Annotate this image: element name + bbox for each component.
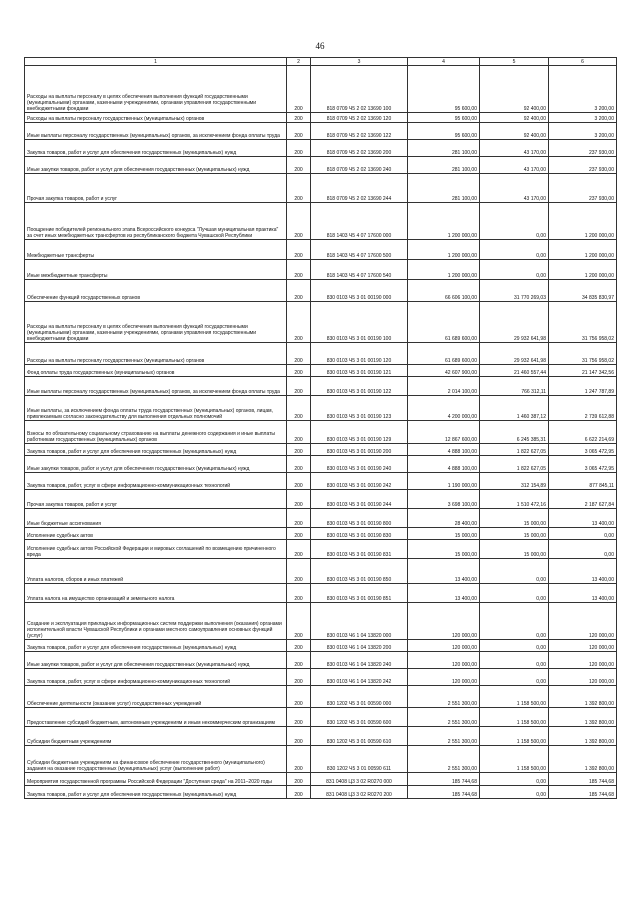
classification-code-cell: 830 0103 Ч5 3 01 00190 244 bbox=[311, 490, 408, 509]
item-name-cell bbox=[25, 727, 287, 746]
table-row bbox=[25, 66, 617, 113]
item-name-cell bbox=[25, 343, 287, 365]
item-name: Взносы по обязательному социальному страхованию на выплаты денежного содержания и иные выплаты работникам государственных (муниципальных) органов bbox=[27, 431, 276, 443]
item-name: Прочая закупка товаров, работ и услуг bbox=[27, 502, 118, 508]
item-name-cell bbox=[25, 140, 287, 157]
approved-amount-cell: 4 888 100,00 bbox=[408, 456, 480, 473]
table-row bbox=[25, 343, 617, 365]
classification-code-cell: 818 1403 Ч5 4 07 17600 000 bbox=[311, 203, 408, 240]
item-name: Прочая закупка товаров, работ и услуг bbox=[27, 196, 118, 202]
item-name: Исполнение судебных актов Российской Федерации и мировых соглашений по возмещению причиненного вреда bbox=[27, 546, 276, 558]
line-code-cell: 200 bbox=[287, 559, 311, 584]
executed-amount-cell: 0,00 bbox=[480, 240, 549, 260]
item-name: Иные закупки товаров, работ и услуг для обеспечения государственных (муниципальных) нужд bbox=[27, 662, 250, 668]
line-code-cell: 200 bbox=[287, 343, 311, 365]
item-name-cell bbox=[25, 652, 287, 669]
executed-amount-cell: 1 822 627,05 bbox=[480, 444, 549, 456]
item-name: Мероприятия государственной программы Российской Федерации "Доступная среда" на 2011–2020 годы bbox=[27, 779, 272, 785]
remainder-amount-cell: 6 622 214,69 bbox=[549, 421, 617, 444]
table-row bbox=[25, 140, 617, 157]
remainder-amount-cell: 237 930,00 bbox=[549, 174, 617, 203]
classification-code-cell: 830 0103 Ч6 1 04 13820 240 bbox=[311, 652, 408, 669]
item-name: Иные межбюджетные трансферты bbox=[27, 273, 108, 279]
table-row bbox=[25, 686, 617, 708]
item-name-cell bbox=[25, 174, 287, 203]
line-code-cell: 200 bbox=[287, 584, 311, 603]
remainder-amount-cell: 3 200,00 bbox=[549, 66, 617, 113]
executed-amount-cell: 0,00 bbox=[480, 773, 549, 786]
approved-amount-cell: 66 606 100,00 bbox=[408, 280, 480, 302]
executed-amount-cell: 6 245 385,31 bbox=[480, 421, 549, 444]
item-name: Расходы на выплаты персоналу государственных (муниципальных) органов bbox=[27, 358, 205, 364]
line-code-cell: 200 bbox=[287, 302, 311, 343]
column-header: 6 bbox=[549, 58, 617, 66]
executed-amount-cell: 1 822 627,05 bbox=[480, 456, 549, 473]
item-name: Обеспечение деятельности (оказание услуг) государственных учреждений bbox=[27, 701, 202, 707]
classification-code-cell: 830 0103 Ч5 3 01 00190 123 bbox=[311, 396, 408, 421]
executed-amount-cell: 43 170,00 bbox=[480, 157, 549, 174]
item-name: Иные бюджетные ассигнования bbox=[27, 521, 101, 527]
line-code-cell: 200 bbox=[287, 490, 311, 509]
remainder-amount-cell: 1 392 800,00 bbox=[549, 746, 617, 773]
executed-amount-cell: 92 400,00 bbox=[480, 123, 549, 140]
remainder-amount-cell: 13 400,00 bbox=[549, 559, 617, 584]
classification-code-cell: 818 1403 Ч5 4 07 17600 500 bbox=[311, 240, 408, 260]
classification-code-cell: 818 0709 Ч5 2 02 13690 100 bbox=[311, 66, 408, 113]
item-name-cell bbox=[25, 746, 287, 773]
column-number-row bbox=[25, 58, 617, 66]
item-name-cell bbox=[25, 490, 287, 509]
item-name: Закупка товаров, работ, услуг в сфере информационно-коммуникационных технологий bbox=[27, 483, 231, 489]
item-name-cell bbox=[25, 157, 287, 174]
classification-code-cell: 830 0103 Ч5 3 01 00190 851 bbox=[311, 584, 408, 603]
approved-amount-cell: 2 551 300,00 bbox=[408, 727, 480, 746]
item-name-cell bbox=[25, 686, 287, 708]
remainder-amount-cell: 31 756 958,02 bbox=[549, 302, 617, 343]
classification-code-cell: 830 1202 Ч5 3 01 00590 610 bbox=[311, 727, 408, 746]
executed-amount-cell: 1 460 387,12 bbox=[480, 396, 549, 421]
executed-amount-cell: 312 154,89 bbox=[480, 473, 549, 490]
approved-amount-cell: 61 689 600,00 bbox=[408, 343, 480, 365]
line-code-cell: 200 bbox=[287, 473, 311, 490]
approved-amount-cell: 13 400,00 bbox=[408, 559, 480, 584]
item-name: Иные закупки товаров, работ и услуг для обеспечения государственных (муниципальных) нужд bbox=[27, 167, 250, 173]
line-code-cell: 200 bbox=[287, 669, 311, 686]
classification-code-cell: 830 0103 Ч5 3 01 00190 831 bbox=[311, 540, 408, 559]
approved-amount-cell: 4 888 100,00 bbox=[408, 444, 480, 456]
remainder-amount-cell: 237 930,00 bbox=[549, 157, 617, 174]
approved-amount-cell: 120 000,00 bbox=[408, 640, 480, 652]
item-name-cell bbox=[25, 509, 287, 528]
item-name-cell bbox=[25, 66, 287, 113]
remainder-amount-cell: 21 147 342,56 bbox=[549, 365, 617, 377]
item-name: Субсидии бюджетным учреждениям на финансовое обеспечение государственного (муниципального) задания на оказание государственных (муниципальных) услуг (выполнение работ) bbox=[27, 760, 265, 772]
classification-code-cell: 830 0103 Ч5 3 01 00190 122 bbox=[311, 377, 408, 396]
line-code-cell: 200 bbox=[287, 727, 311, 746]
item-name: Расходы на выплаты персоналу государственных (муниципальных) органов bbox=[27, 116, 205, 122]
item-name-cell bbox=[25, 203, 287, 240]
item-name: Иные выплаты, за исключением фонда оплаты труда государственных (муниципальных) органов, лицам, привлекаемым согласно законодательству для выполнения отдельных полномочий bbox=[27, 408, 273, 420]
table-row bbox=[25, 377, 617, 396]
item-name-cell bbox=[25, 302, 287, 343]
approved-amount-cell: 1 190 000,00 bbox=[408, 473, 480, 490]
item-name-cell bbox=[25, 540, 287, 559]
executed-amount-cell: 766 312,11 bbox=[480, 377, 549, 396]
approved-amount-cell: 15 000,00 bbox=[408, 528, 480, 540]
line-code-cell: 200 bbox=[287, 280, 311, 302]
approved-amount-cell: 281 100,00 bbox=[408, 174, 480, 203]
table-row bbox=[25, 603, 617, 640]
table-row bbox=[25, 490, 617, 509]
item-name-cell bbox=[25, 786, 287, 799]
item-name-cell bbox=[25, 584, 287, 603]
table-row bbox=[25, 302, 617, 343]
line-code-cell: 200 bbox=[287, 509, 311, 528]
item-name-cell bbox=[25, 113, 287, 123]
approved-amount-cell: 15 000,00 bbox=[408, 540, 480, 559]
item-name: Уплата налогов, сборов и иных платежей bbox=[27, 577, 124, 583]
remainder-amount-cell: 1 392 800,00 bbox=[549, 727, 617, 746]
item-name: Создание и эксплуатация прикладных информационных систем поддержки выполнения (оказания) органами исполнительной власти Чувашской Республики и органами местного самоуправления основных функций (услуг) bbox=[27, 621, 282, 639]
item-name: Расходы на выплаты персоналу в целях обеспечения выполнения функций государственными (муниципальными) органами, казенными учреждениями, органами управления государственными внебюджетными фондами bbox=[27, 94, 257, 112]
approved-amount-cell: 12 867 600,00 bbox=[408, 421, 480, 444]
line-code-cell: 200 bbox=[287, 260, 311, 280]
classification-code-cell: 830 0103 Ч5 3 01 00190 121 bbox=[311, 365, 408, 377]
budget-execution-table bbox=[24, 57, 617, 799]
table-row bbox=[25, 396, 617, 421]
line-code-cell: 200 bbox=[287, 746, 311, 773]
classification-code-cell: 831 0408 Ц3 3 02 R0270 200 bbox=[311, 786, 408, 799]
classification-code-cell: 818 0709 Ч5 2 02 13690 120 bbox=[311, 113, 408, 123]
item-name-cell bbox=[25, 240, 287, 260]
line-code-cell: 200 bbox=[287, 686, 311, 708]
table-row bbox=[25, 786, 617, 799]
item-name: Субсидии бюджетным учреждениям bbox=[27, 739, 112, 745]
line-code-cell: 200 bbox=[287, 140, 311, 157]
line-code-cell: 200 bbox=[287, 113, 311, 123]
classification-code-cell: 818 1403 Ч5 4 07 17600 540 bbox=[311, 260, 408, 280]
item-name: Закупка товаров, работ и услуг для обеспечения государственных (муниципальных) нужд bbox=[27, 792, 237, 798]
item-name: Иные выплаты персоналу государственных (муниципальных) органов, за исключением фонда оплаты труда bbox=[27, 133, 280, 139]
executed-amount-cell: 1 158 500,00 bbox=[480, 686, 549, 708]
item-name: Иные закупки товаров, работ и услуг для обеспечения государственных (муниципальных) нужд bbox=[27, 466, 250, 472]
classification-code-cell: 818 0709 Ч5 2 02 13690 122 bbox=[311, 123, 408, 140]
approved-amount-cell: 185 744,68 bbox=[408, 786, 480, 799]
item-name-cell bbox=[25, 365, 287, 377]
remainder-amount-cell: 120 000,00 bbox=[549, 652, 617, 669]
item-name: Закупка товаров, работ и услуг для обеспечения государственных (муниципальных) нужд bbox=[27, 449, 237, 455]
table-row bbox=[25, 240, 617, 260]
line-code-cell: 200 bbox=[287, 773, 311, 786]
line-code-cell: 200 bbox=[287, 240, 311, 260]
line-code-cell: 200 bbox=[287, 157, 311, 174]
remainder-amount-cell: 120 000,00 bbox=[549, 669, 617, 686]
table-row bbox=[25, 640, 617, 652]
table-row bbox=[25, 727, 617, 746]
remainder-amount-cell: 185 744,68 bbox=[549, 773, 617, 786]
approved-amount-cell: 281 100,00 bbox=[408, 140, 480, 157]
executed-amount-cell: 1 158 500,00 bbox=[480, 746, 549, 773]
item-name: Поощрение победителей регионального этапа Всероссийского конкурса "Лучшая муниципальная практика" за счет иных межбюджетных трансфертов из республиканского бюджета Чувашской Республики bbox=[27, 227, 279, 239]
classification-code-cell: 831 0408 Ц3 3 02 R0270 000 bbox=[311, 773, 408, 786]
column-header: 1 bbox=[25, 58, 287, 66]
approved-amount-cell: 1 200 000,00 bbox=[408, 260, 480, 280]
executed-amount-cell: 0,00 bbox=[480, 559, 549, 584]
approved-amount-cell: 3 698 100,00 bbox=[408, 490, 480, 509]
remainder-amount-cell: 3 200,00 bbox=[549, 113, 617, 123]
classification-code-cell: 830 0103 Ч6 1 04 13820 242 bbox=[311, 669, 408, 686]
remainder-amount-cell: 31 756 958,02 bbox=[549, 343, 617, 365]
executed-amount-cell: 0,00 bbox=[480, 786, 549, 799]
item-name-cell bbox=[25, 421, 287, 444]
approved-amount-cell: 120 000,00 bbox=[408, 652, 480, 669]
remainder-amount-cell: 1 247 787,89 bbox=[549, 377, 617, 396]
remainder-amount-cell: 237 930,00 bbox=[549, 140, 617, 157]
line-code-cell: 200 bbox=[287, 66, 311, 113]
remainder-amount-cell: 185 744,68 bbox=[549, 786, 617, 799]
remainder-amount-cell: 34 835 830,97 bbox=[549, 280, 617, 302]
line-code-cell: 200 bbox=[287, 708, 311, 727]
column-header: 3 bbox=[311, 58, 408, 66]
item-name-cell bbox=[25, 377, 287, 396]
approved-amount-cell: 2 551 300,00 bbox=[408, 686, 480, 708]
item-name: Закупка товаров, работ и услуг для обеспечения государственных (муниципальных) нужд bbox=[27, 645, 237, 651]
executed-amount-cell: 21 460 557,44 bbox=[480, 365, 549, 377]
line-code-cell: 200 bbox=[287, 396, 311, 421]
approved-amount-cell: 28 400,00 bbox=[408, 509, 480, 528]
item-name: Расходы на выплаты персоналу в целях обеспечения выполнения функций государственными (муниципальными) органами, казенными учреждениями, органами управления государственными внебюджетными фондами bbox=[27, 324, 257, 342]
column-header: 4 bbox=[408, 58, 480, 66]
item-name: Межбюджетные трансферты bbox=[27, 253, 95, 259]
classification-code-cell: 830 0103 Ч6 1 04 13820 000 bbox=[311, 603, 408, 640]
remainder-amount-cell: 2 739 612,88 bbox=[549, 396, 617, 421]
item-name-cell bbox=[25, 669, 287, 686]
table-row bbox=[25, 260, 617, 280]
executed-amount-cell: 92 400,00 bbox=[480, 113, 549, 123]
classification-code-cell: 830 1202 Ч5 3 01 00590 611 bbox=[311, 746, 408, 773]
item-name: Уплата налога на имущество организаций и земельного налога bbox=[27, 596, 175, 602]
item-name-cell bbox=[25, 473, 287, 490]
executed-amount-cell: 0,00 bbox=[480, 603, 549, 640]
remainder-amount-cell: 0,00 bbox=[549, 540, 617, 559]
executed-amount-cell: 0,00 bbox=[480, 640, 549, 652]
item-name-cell bbox=[25, 773, 287, 786]
remainder-amount-cell: 120 000,00 bbox=[549, 640, 617, 652]
column-header: 5 bbox=[480, 58, 549, 66]
classification-code-cell: 818 0709 Ч5 2 02 13690 240 bbox=[311, 157, 408, 174]
remainder-amount-cell: 1 200 000,00 bbox=[549, 260, 617, 280]
approved-amount-cell: 13 400,00 bbox=[408, 584, 480, 603]
item-name-cell bbox=[25, 640, 287, 652]
remainder-amount-cell: 2 187 627,84 bbox=[549, 490, 617, 509]
item-name-cell bbox=[25, 708, 287, 727]
classification-code-cell: 830 1202 Ч5 3 01 00590 000 bbox=[311, 686, 408, 708]
classification-code-cell: 830 0103 Ч6 1 04 13820 200 bbox=[311, 640, 408, 652]
executed-amount-cell: 31 770 269,03 bbox=[480, 280, 549, 302]
table-row bbox=[25, 203, 617, 240]
remainder-amount-cell: 877 845,11 bbox=[549, 473, 617, 490]
executed-amount-cell: 15 000,00 bbox=[480, 528, 549, 540]
page-number: 46 bbox=[315, 41, 325, 51]
approved-amount-cell: 95 600,00 bbox=[408, 113, 480, 123]
item-name-cell bbox=[25, 444, 287, 456]
classification-code-cell: 830 0103 Ч5 3 01 00190 850 bbox=[311, 559, 408, 584]
classification-code-cell: 830 0103 Ч5 3 01 00190 242 bbox=[311, 473, 408, 490]
executed-amount-cell: 43 170,00 bbox=[480, 140, 549, 157]
executed-amount-cell: 0,00 bbox=[480, 652, 549, 669]
approved-amount-cell: 120 000,00 bbox=[408, 669, 480, 686]
item-name-cell bbox=[25, 603, 287, 640]
line-code-cell: 200 bbox=[287, 444, 311, 456]
approved-amount-cell: 120 000,00 bbox=[408, 603, 480, 640]
executed-amount-cell: 0,00 bbox=[480, 584, 549, 603]
remainder-amount-cell: 1 200 000,00 bbox=[549, 240, 617, 260]
remainder-amount-cell: 13 400,00 bbox=[549, 509, 617, 528]
executed-amount-cell: 0,00 bbox=[480, 203, 549, 240]
item-name: Закупка товаров, работ и услуг для обеспечения государственных (муниципальных) нужд bbox=[27, 150, 237, 156]
item-name-cell bbox=[25, 260, 287, 280]
approved-amount-cell: 1 200 000,00 bbox=[408, 240, 480, 260]
line-code-cell: 200 bbox=[287, 203, 311, 240]
item-name-cell bbox=[25, 528, 287, 540]
table-row bbox=[25, 113, 617, 123]
approved-amount-cell: 2 014 100,00 bbox=[408, 377, 480, 396]
table-row bbox=[25, 444, 617, 456]
classification-code-cell: 830 1202 Ч5 3 01 00590 600 bbox=[311, 708, 408, 727]
executed-amount-cell: 15 000,00 bbox=[480, 540, 549, 559]
executed-amount-cell: 43 170,00 bbox=[480, 174, 549, 203]
table-row bbox=[25, 280, 617, 302]
item-name-cell bbox=[25, 396, 287, 421]
executed-amount-cell: 1 510 472,16 bbox=[480, 490, 549, 509]
approved-amount-cell: 2 551 300,00 bbox=[408, 708, 480, 727]
executed-amount-cell: 29 932 641,98 bbox=[480, 343, 549, 365]
table-row bbox=[25, 540, 617, 559]
table-row bbox=[25, 456, 617, 473]
line-code-cell: 200 bbox=[287, 528, 311, 540]
classification-code-cell: 830 0103 Ч5 3 01 00190 240 bbox=[311, 456, 408, 473]
item-name: Фонд оплаты труда государственных (муниципальных) органов bbox=[27, 370, 175, 376]
table-row bbox=[25, 669, 617, 686]
executed-amount-cell: 0,00 bbox=[480, 669, 549, 686]
line-code-cell: 200 bbox=[287, 786, 311, 799]
column-header: 2 bbox=[287, 58, 311, 66]
executed-amount-cell: 15 000,00 bbox=[480, 509, 549, 528]
remainder-amount-cell: 3 065 472,95 bbox=[549, 456, 617, 473]
remainder-amount-cell: 0,00 bbox=[549, 528, 617, 540]
item-name: Обеспечение функций государственных органов bbox=[27, 295, 140, 301]
classification-code-cell: 830 0103 Ч5 3 01 00190 120 bbox=[311, 343, 408, 365]
classification-code-cell: 830 0103 Ч5 3 01 00190 129 bbox=[311, 421, 408, 444]
classification-code-cell: 830 0103 Ч5 3 01 00190 000 bbox=[311, 280, 408, 302]
remainder-amount-cell: 1 392 800,00 bbox=[549, 686, 617, 708]
remainder-amount-cell: 3 200,00 bbox=[549, 123, 617, 140]
table-row bbox=[25, 559, 617, 584]
item-name-cell bbox=[25, 123, 287, 140]
approved-amount-cell: 95 600,00 bbox=[408, 123, 480, 140]
table-row bbox=[25, 421, 617, 444]
line-code-cell: 200 bbox=[287, 640, 311, 652]
remainder-amount-cell: 13 400,00 bbox=[549, 584, 617, 603]
classification-code-cell: 818 0709 Ч5 2 02 13690 244 bbox=[311, 174, 408, 203]
line-code-cell: 200 bbox=[287, 174, 311, 203]
item-name: Иные выплаты персоналу государственных (муниципальных) органов, за исключением фонда оплаты труда bbox=[27, 389, 280, 395]
executed-amount-cell: 92 400,00 bbox=[480, 66, 549, 113]
item-name: Предоставление субсидий бюджетным, автономным учреждениям и иным некоммерческим организациям bbox=[27, 720, 275, 726]
line-code-cell: 200 bbox=[287, 365, 311, 377]
approved-amount-cell: 2 551 300,00 bbox=[408, 746, 480, 773]
line-code-cell: 200 bbox=[287, 123, 311, 140]
line-code-cell: 200 bbox=[287, 652, 311, 669]
remainder-amount-cell: 120 000,00 bbox=[549, 603, 617, 640]
remainder-amount-cell: 1 392 800,00 bbox=[549, 708, 617, 727]
table-row bbox=[25, 123, 617, 140]
table-row bbox=[25, 509, 617, 528]
item-name: Закупка товаров, работ, услуг в сфере информационно-коммуникационных технологий bbox=[27, 679, 231, 685]
table-row bbox=[25, 773, 617, 786]
executed-amount-cell: 1 158 500,00 bbox=[480, 708, 549, 727]
item-name-cell bbox=[25, 456, 287, 473]
classification-code-cell: 830 0103 Ч5 3 01 00190 800 bbox=[311, 509, 408, 528]
approved-amount-cell: 61 689 600,00 bbox=[408, 302, 480, 343]
table-row bbox=[25, 528, 617, 540]
item-name-cell bbox=[25, 280, 287, 302]
table-row bbox=[25, 746, 617, 773]
approved-amount-cell: 1 200 000,00 bbox=[408, 203, 480, 240]
executed-amount-cell: 29 932 641,98 bbox=[480, 302, 549, 343]
classification-code-cell: 818 0709 Ч5 2 02 13690 200 bbox=[311, 140, 408, 157]
line-code-cell: 200 bbox=[287, 377, 311, 396]
classification-code-cell: 830 0103 Ч5 3 01 00190 100 bbox=[311, 302, 408, 343]
classification-code-cell: 830 0103 Ч5 3 01 00190 830 bbox=[311, 528, 408, 540]
table-row bbox=[25, 365, 617, 377]
executed-amount-cell: 1 158 500,00 bbox=[480, 727, 549, 746]
executed-amount-cell: 0,00 bbox=[480, 260, 549, 280]
remainder-amount-cell: 3 065 472,95 bbox=[549, 444, 617, 456]
table-row bbox=[25, 652, 617, 669]
approved-amount-cell: 95 600,00 bbox=[408, 66, 480, 113]
item-name-cell bbox=[25, 559, 287, 584]
line-code-cell: 200 bbox=[287, 603, 311, 640]
approved-amount-cell: 281 100,00 bbox=[408, 157, 480, 174]
table-row bbox=[25, 174, 617, 203]
item-name: Исполнение судебных актов bbox=[27, 533, 93, 539]
line-code-cell: 200 bbox=[287, 540, 311, 559]
approved-amount-cell: 185 744,68 bbox=[408, 773, 480, 786]
table-row bbox=[25, 584, 617, 603]
line-code-cell: 200 bbox=[287, 456, 311, 473]
table-row bbox=[25, 708, 617, 727]
approved-amount-cell: 4 200 000,00 bbox=[408, 396, 480, 421]
line-code-cell: 200 bbox=[287, 421, 311, 444]
table-row bbox=[25, 157, 617, 174]
remainder-amount-cell: 1 200 000,00 bbox=[549, 203, 617, 240]
approved-amount-cell: 42 607 900,00 bbox=[408, 365, 480, 377]
classification-code-cell: 830 0103 Ч5 3 01 00190 200 bbox=[311, 444, 408, 456]
table-row bbox=[25, 473, 617, 490]
